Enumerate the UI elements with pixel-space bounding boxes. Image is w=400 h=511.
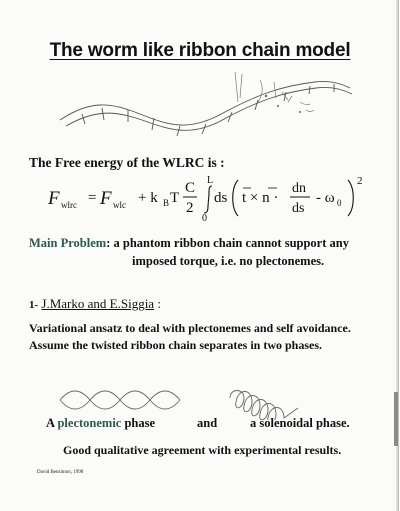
main-problem-label: Main Problem [29, 236, 107, 250]
eq-ds: ds [214, 190, 228, 206]
plectonemic-phase-label: A plectonemic phase [46, 416, 156, 430]
eq-omega-sub: 0 [337, 198, 342, 208]
eq-lhs: F [48, 188, 60, 209]
eq-deriv-num: dn [292, 181, 306, 196]
eq-upper-limit: L [207, 175, 214, 186]
agreement-text: Good qualitative agreement with experimental results. [63, 443, 342, 457]
variational-block [29, 320, 389, 354]
phases-and: and [197, 416, 218, 430]
marko-colon: : [154, 296, 161, 311]
eq-frac-num: C [185, 180, 196, 196]
free-energy-heading: The Free energy of the WLRC is : [29, 155, 225, 170]
variational-line2: Assume the twisted ribbon chain separates in two phases. [29, 338, 323, 352]
marko-names: J.Marko and E.Siggia [41, 296, 155, 311]
author-credit: David Bensimon, 1998 [37, 470, 84, 475]
plectonemic-sketch [60, 391, 180, 409]
eq-temp: T [170, 190, 180, 206]
eq-deriv-den: ds [292, 201, 305, 216]
main-problem-line1: : a phantom ribbon chain cannot support any [106, 236, 349, 250]
eq-plus-k: + k [138, 190, 158, 206]
variational-line1: Variational ansatz to deal with plectonemes and self avoidance. [29, 321, 351, 335]
eq-lhs-sub: wlrc [61, 200, 77, 210]
eq-rhs: F [100, 188, 112, 209]
ribbon-chain-illustration [30, 62, 370, 152]
eq-kb-sub: B [163, 198, 170, 208]
page-title: The worm like ribbon chain model [49, 40, 351, 61]
wlrc-free-energy-equation [48, 172, 378, 222]
main-problem-line2: imposed torque, i.e. no plectonemes. [132, 254, 325, 268]
eq-minus-omega: - ω [316, 190, 335, 206]
main-problem-block [29, 234, 379, 270]
eq-cross: t × n · [242, 190, 279, 206]
eq-lower-limit: 0 [202, 213, 207, 222]
eq-equals: = [88, 190, 97, 206]
eq-frac-den: 2 [186, 200, 194, 216]
eq-power: 2 [357, 175, 363, 187]
marko-siggia-heading [29, 296, 161, 312]
marko-number: 1- [29, 299, 39, 311]
eq-rhs-sub: wlc [113, 200, 126, 210]
scan-edge-mark [394, 392, 398, 446]
phase-illustrations [50, 380, 370, 420]
solenoidal-phase-label: a solenoidal phase. [250, 416, 350, 430]
